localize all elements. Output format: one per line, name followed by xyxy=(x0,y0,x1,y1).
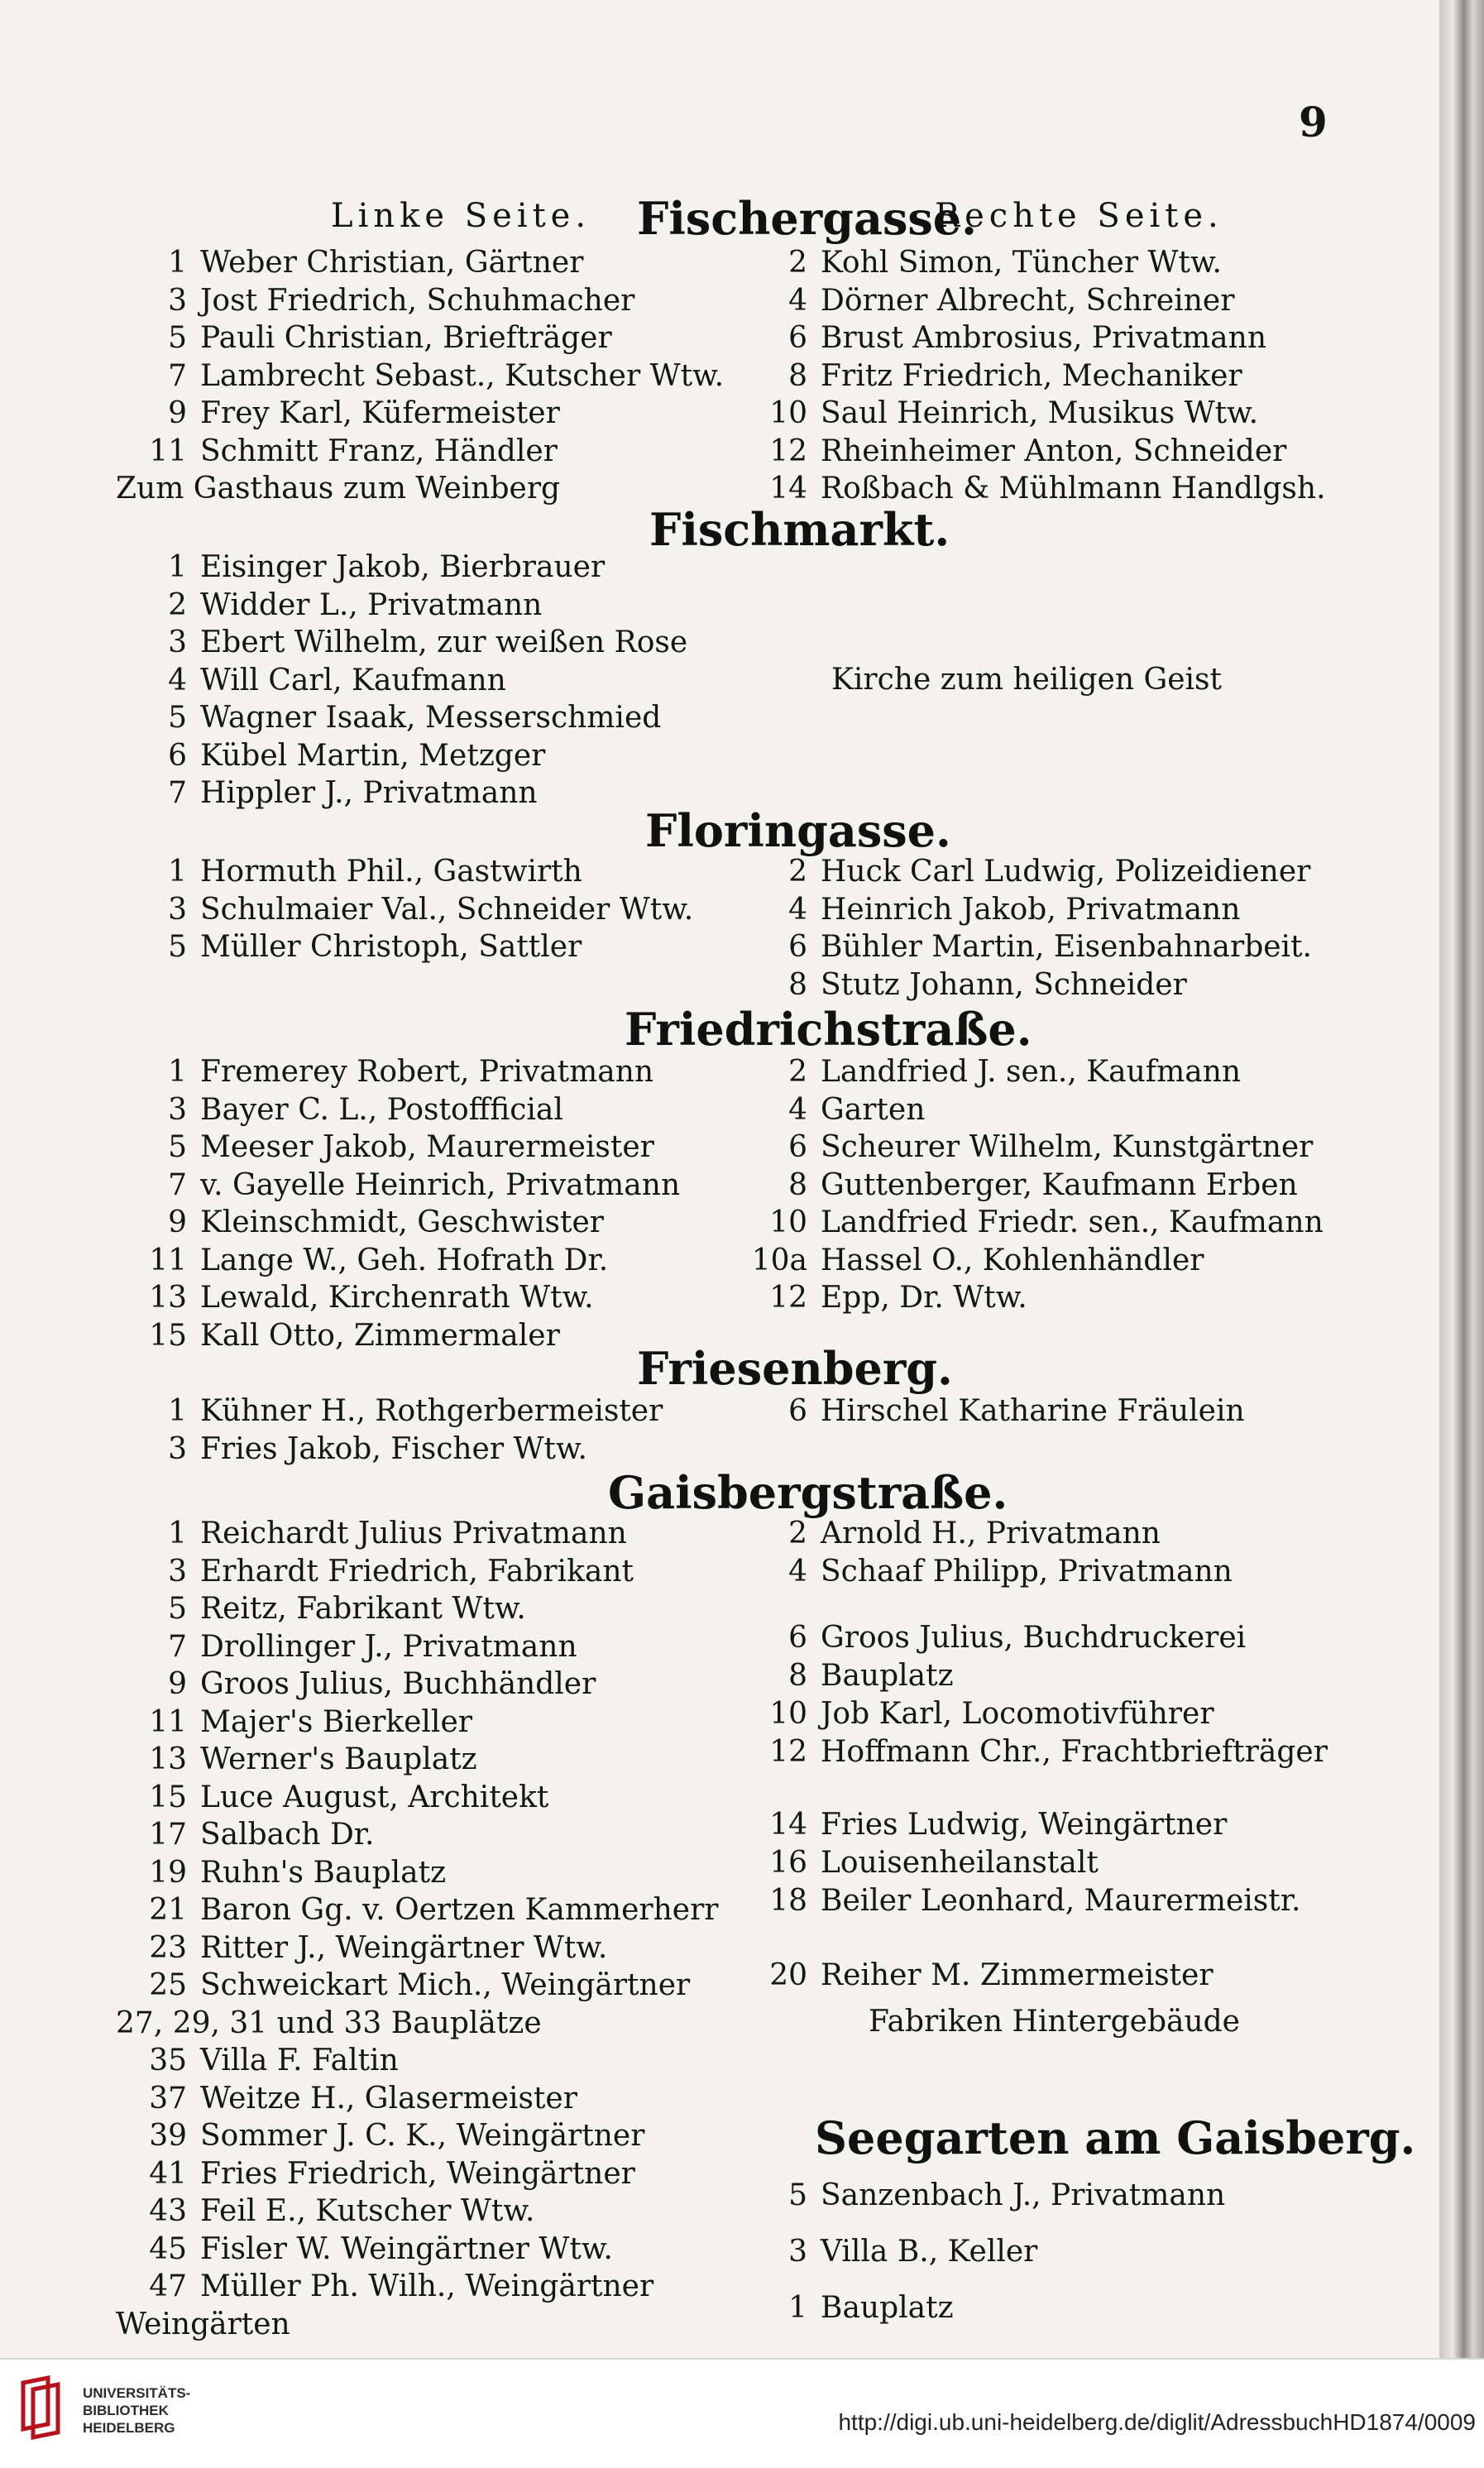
house-number: 6 xyxy=(788,930,807,964)
house-number: 9 xyxy=(168,396,187,430)
resident-name: Schaaf Philipp, Privatmann xyxy=(821,1555,1233,1589)
house-number: 4 xyxy=(788,892,807,927)
page-edge xyxy=(1439,0,1484,2358)
directory-entry xyxy=(124,1318,560,1354)
directory-entry xyxy=(744,1696,1214,1732)
source-url-link[interactable]: http://digi.ub.uni-heidelberg.de/diglit/AdressbuchHD1874/0009 xyxy=(838,2409,1476,2435)
house-number: 19 xyxy=(149,1855,187,1890)
street-heading-friedrichstrasse: Friedrichstraße. xyxy=(625,1003,1032,1056)
house-number: 7 xyxy=(168,776,187,810)
resident-name: Weitze H., Glasermeister xyxy=(200,2081,577,2116)
directory-entry xyxy=(124,1431,587,1468)
house-number: 13 xyxy=(149,1742,187,1776)
house-number: 1 xyxy=(788,2291,807,2325)
house-number: 5 xyxy=(788,2178,807,2212)
house-number: 9 xyxy=(168,1205,187,1239)
resident-name: Fries Jakob, Fischer Wtw. xyxy=(200,1431,587,1466)
house-number: 3 xyxy=(168,892,187,927)
house-number: 35 xyxy=(149,2044,187,2077)
directory-entry xyxy=(744,1845,1099,1881)
directory-entry xyxy=(744,2178,1225,2214)
house-number: 23 xyxy=(149,1930,187,1965)
directory-entry xyxy=(124,2269,653,2305)
resident-name: Dörner Albrecht, Schreiner xyxy=(821,283,1235,318)
house-number: 47 xyxy=(149,2269,187,2303)
house-number: 5 xyxy=(168,1592,187,1626)
directory-entry xyxy=(744,1958,1214,1994)
house-number: 20 xyxy=(769,1958,807,1992)
house-number: 11 xyxy=(149,1243,187,1277)
resident-name: Ebert Wilhelm, zur weißen Rose xyxy=(200,625,688,659)
resident-name: Hippler J., Privatmann xyxy=(200,776,538,810)
resident-name: Groos Julius, Buchdruckerei xyxy=(821,1621,1247,1655)
directory-entry xyxy=(744,1658,954,1694)
directory-entry xyxy=(744,1734,1328,1771)
resident-name: Majer's Bierkeller xyxy=(200,1704,472,1739)
resident-name: Kall Otto, Zimmermaler xyxy=(200,1318,560,1353)
house-number: 4 xyxy=(788,1555,807,1589)
directory-entry xyxy=(744,1167,1298,1204)
directory-entry xyxy=(744,395,1258,432)
resident-name: Schweickart Mich., Weingärtner xyxy=(200,1968,691,2002)
house-number: 1 xyxy=(168,550,187,584)
directory-entry xyxy=(124,1516,627,1552)
resident-name: Guttenberger, Kaufmann Erben xyxy=(821,1167,1298,1202)
house-number: 17 xyxy=(149,1818,187,1852)
directory-entry xyxy=(124,1666,596,1703)
resident-name: Stutz Johann, Schneider xyxy=(821,967,1187,1002)
house-number: 9 xyxy=(168,1667,187,1701)
house-number: 39 xyxy=(149,2119,187,2153)
house-number: 15 xyxy=(149,1318,187,1353)
directory-entry xyxy=(124,1054,653,1090)
directory-entry xyxy=(744,434,1286,470)
house-number: 3 xyxy=(788,2235,807,2269)
resident-name: Garten xyxy=(821,1092,926,1127)
directory-entry xyxy=(124,1243,608,1279)
house-number: 11 xyxy=(149,1704,187,1739)
directory-entry xyxy=(744,1280,1027,1316)
directory-entry xyxy=(124,1554,634,1590)
directory-entry xyxy=(124,625,687,661)
house-number: 2 xyxy=(788,1517,807,1550)
directory-entry xyxy=(124,320,612,357)
house-number: 5 xyxy=(168,701,187,735)
house-number: 45 xyxy=(149,2231,187,2266)
directory-entry xyxy=(124,1280,594,1316)
directory-entry xyxy=(124,700,661,736)
resident-name: Salbach Dr. xyxy=(200,1818,375,1852)
resident-name: Reiher M. Zimmermeister xyxy=(821,1958,1214,1992)
directory-entry xyxy=(744,2234,1037,2270)
house-number: 10 xyxy=(769,396,807,430)
house-number: 10 xyxy=(769,1205,807,1239)
directory-entry xyxy=(744,1129,1313,1166)
resident-name: Ritter J., Weingärtner Wtw. xyxy=(200,1930,608,1965)
street-heading-friesenberg: Friesenberg. xyxy=(637,1342,953,1395)
resident-name: Schulmaier Val., Schneider Wtw. xyxy=(200,892,694,927)
resident-name: Jost Friedrich, Schuhmacher xyxy=(200,283,635,318)
resident-name: Fisler W. Weingärtner Wtw. xyxy=(200,2231,613,2266)
resident-name: Job Karl, Locomotivführer xyxy=(821,1697,1214,1731)
house-number: 5 xyxy=(168,1130,187,1164)
library-logo-icon xyxy=(15,2375,68,2441)
house-number: 14 xyxy=(769,472,807,506)
house-number: 4 xyxy=(788,283,807,318)
directory-entry xyxy=(744,1807,1227,1843)
house-number: 3 xyxy=(168,1554,187,1589)
house-number: 41 xyxy=(149,2156,187,2191)
directory-entry xyxy=(124,854,582,890)
house-number: 4 xyxy=(788,1092,807,1127)
house-number: 2 xyxy=(788,855,807,889)
directory-entry xyxy=(124,1092,563,1129)
directory-entry xyxy=(744,1554,1233,1590)
directory-entry xyxy=(744,1393,1245,1430)
church-note: Kirche zum heiligen Geist xyxy=(831,663,1222,697)
resident-name: v. Gayelle Heinrich, Privatmann xyxy=(200,1167,681,1202)
house-number: 18 xyxy=(769,1884,807,1918)
house-number: 3 xyxy=(168,1092,187,1127)
house-number: 11 xyxy=(149,434,187,468)
directory-entry xyxy=(124,549,605,586)
house-number: 7 xyxy=(168,1167,187,1202)
directory-entry xyxy=(124,1817,375,1853)
resident-name: Schmitt Franz, Händler xyxy=(200,434,558,468)
directory-entry xyxy=(124,1629,577,1665)
resident-name: Beiler Leonhard, Maurermeistr. xyxy=(821,1884,1301,1918)
house-number: 8 xyxy=(788,1659,807,1693)
street-heading-fischmarkt: Fischmarkt. xyxy=(649,503,950,556)
directory-entry xyxy=(124,663,506,699)
directory-entry xyxy=(124,283,634,319)
house-number: 13 xyxy=(149,1281,187,1315)
resident-name: Widder L., Privatmann xyxy=(200,587,543,622)
house-number: 8 xyxy=(788,358,807,393)
directory-entry xyxy=(124,1205,604,1241)
resident-name: Landfried Friedr. sen., Kaufmann xyxy=(821,1205,1324,1239)
house-number: 12 xyxy=(769,434,807,468)
resident-name: Ruhn's Bauplatz xyxy=(200,1855,447,1890)
house-number: 5 xyxy=(168,321,187,355)
directory-entry xyxy=(124,929,582,966)
logo-line-1: UNIVERSITÄTS- xyxy=(83,2385,191,2401)
house-number: 37 xyxy=(149,2081,187,2116)
house-number: 6 xyxy=(788,321,807,355)
resident-name: Weingärten xyxy=(116,2307,290,2341)
directory-entry xyxy=(124,1780,548,1816)
resident-name: Feil E., Kutscher Wtw. xyxy=(200,2194,535,2228)
directory-entry xyxy=(124,1855,446,1891)
house-number: 2 xyxy=(168,587,187,622)
directory-entry xyxy=(744,1620,1246,1656)
resident-name: Heinrich Jakob, Privatmann xyxy=(821,892,1241,927)
directory-entry xyxy=(124,2043,399,2079)
resident-name: Groos Julius, Buchhändler xyxy=(200,1667,596,1701)
resident-name: Kübel Martin, Metzger xyxy=(200,738,546,773)
directory-entry xyxy=(116,471,560,507)
street-heading-gaisbergstrasse: Gaisbergstraße. xyxy=(608,1466,1008,1519)
resident-name: Kleinschmidt, Geschwister xyxy=(200,1205,604,1239)
directory-entry xyxy=(116,2006,542,2042)
resident-name: Landfried J. sen., Kaufmann xyxy=(821,1055,1242,1089)
directory-entry xyxy=(124,1591,526,1627)
directory-entry xyxy=(124,892,693,928)
resident-name: Wagner Isaak, Messerschmied xyxy=(200,701,662,735)
resident-name: Will Carl, Kaufmann xyxy=(200,663,506,697)
house-number: 6 xyxy=(788,1394,807,1428)
library-logo-text xyxy=(83,2384,190,2437)
directory-entry xyxy=(744,892,1240,928)
directory-entry xyxy=(124,1129,654,1166)
directory-entry xyxy=(744,245,1222,281)
directory-entry xyxy=(744,1054,1241,1090)
resident-name: Meeser Jakob, Maurermeister xyxy=(200,1130,654,1164)
resident-name: Hirschel Katharine Fräulein xyxy=(821,1394,1245,1428)
house-number: 6 xyxy=(788,1621,807,1655)
resident-name: Sommer J. C. K., Weingärtner xyxy=(200,2119,645,2153)
resident-name: Roßbach & Mühlmann Handlgsh. xyxy=(821,472,1326,506)
resident-name: Werner's Bauplatz xyxy=(200,1742,477,1776)
resident-name: Bühler Martin, Eisenbahnarbeit. xyxy=(821,930,1312,964)
resident-name: Luce August, Architekt xyxy=(200,1780,549,1814)
directory-entry xyxy=(124,358,724,395)
directory-entry xyxy=(744,1243,1204,1279)
house-number: 4 xyxy=(168,663,187,697)
house-number: 2 xyxy=(788,1055,807,1089)
house-number: 43 xyxy=(149,2194,187,2228)
house-number: 1 xyxy=(168,855,187,889)
house-number: 8 xyxy=(788,967,807,1002)
directory-entry xyxy=(744,1205,1324,1241)
resident-name: Hormuth Phil., Gastwirth xyxy=(200,855,582,889)
directory-entry xyxy=(124,395,560,432)
resident-name: Drollinger J., Privatmann xyxy=(200,1629,577,1664)
directory-entry xyxy=(124,1930,607,1967)
house-number: 10 xyxy=(769,1697,807,1731)
house-number: 14 xyxy=(769,1808,807,1842)
directory-entry xyxy=(744,1092,925,1129)
directory-entry xyxy=(124,1167,680,1204)
directory-entry xyxy=(124,775,538,812)
resident-name: Weber Christian, Gärtner xyxy=(200,246,584,280)
resident-name: Bauplatz xyxy=(821,1659,954,1693)
house-number: 6 xyxy=(168,738,187,773)
logo-line-3: HEIDELBERG xyxy=(83,2420,175,2436)
resident-name: Reichardt Julius Privatmann xyxy=(200,1517,627,1550)
resident-name: Saul Heinrich, Musikus Wtw. xyxy=(821,396,1259,430)
resident-name: Bauplatz xyxy=(821,2291,954,2325)
resident-name: Eisinger Jakob, Bierbrauer xyxy=(200,550,606,584)
directory-entry xyxy=(124,2193,534,2230)
directory-entry xyxy=(124,434,558,470)
directory-entry xyxy=(124,738,545,774)
resident-name: Villa F. Faltin xyxy=(200,2044,399,2077)
resident-name: Villa B., Keller xyxy=(821,2235,1038,2269)
directory-entry xyxy=(869,2004,1240,2040)
directory-entry xyxy=(124,1704,472,1741)
resident-name: 27, 29, 31 und 33 Bauplätze xyxy=(116,2006,542,2040)
resident-name: Epp, Dr. Wtw. xyxy=(821,1281,1027,1315)
house-number: 8 xyxy=(788,1167,807,1202)
resident-name: Arnold H., Privatmann xyxy=(821,1517,1161,1550)
resident-name: Pauli Christian, Briefträger xyxy=(200,321,612,355)
directory-entry xyxy=(124,2081,577,2117)
resident-name: Fries Ludwig, Weingärtner xyxy=(821,1808,1228,1842)
house-number: 7 xyxy=(168,358,187,393)
directory-entry xyxy=(744,1516,1161,1552)
directory-entry xyxy=(124,2156,635,2192)
resident-name: Bayer C. L., Postoffficial xyxy=(200,1092,563,1127)
resident-name: Frey Karl, Küfermeister xyxy=(200,396,560,430)
house-number: 1 xyxy=(168,1394,187,1428)
house-number: 2 xyxy=(788,246,807,280)
directory-entry xyxy=(744,1883,1300,1919)
house-number: 21 xyxy=(149,1893,187,1927)
resident-name: Sanzenbach J., Privatmann xyxy=(821,2178,1226,2212)
street-heading-seegarten: Seegarten am Gaisberg. xyxy=(815,2111,1416,2164)
resident-name: Lange W., Geh. Hofrath Dr. xyxy=(200,1243,609,1277)
house-number: 15 xyxy=(149,1780,187,1814)
house-number: 3 xyxy=(168,625,187,659)
directory-entry xyxy=(744,320,1266,357)
resident-name: Hassel O., Kohlenhändler xyxy=(821,1243,1204,1277)
directory-entry xyxy=(744,967,1187,1004)
street-heading-fischergasse: Fischergasse. xyxy=(637,192,977,245)
resident-name: Hoffmann Chr., Frachtbriefträger xyxy=(821,1735,1328,1769)
resident-name: Lewald, Kirchenrath Wtw. xyxy=(200,1281,594,1315)
resident-name: Erhardt Friedrich, Fabrikant xyxy=(200,1554,634,1589)
directory-entry xyxy=(744,2290,954,2327)
resident-name: Fritz Friedrich, Mechaniker xyxy=(821,358,1242,393)
resident-name: Müller Ph. Wilh., Weingärtner xyxy=(200,2269,654,2303)
resident-name: Müller Christoph, Sattler xyxy=(200,930,582,964)
resident-name: Kühner H., Rothgerbermeister xyxy=(200,1394,663,1428)
resident-name: Louisenheilanstalt xyxy=(821,1846,1099,1880)
house-number: 1 xyxy=(168,1055,187,1089)
directory-entry xyxy=(744,929,1312,966)
resident-name: Kohl Simon, Tüncher Wtw. xyxy=(821,246,1222,280)
page-number: 9 xyxy=(1299,98,1328,146)
house-number: 7 xyxy=(168,1629,187,1664)
house-number: 5 xyxy=(168,930,187,964)
directory-entry xyxy=(744,358,1242,395)
directory-entry xyxy=(744,283,1234,319)
directory-entry xyxy=(124,1967,690,2004)
resident-name: Reitz, Fabrikant Wtw. xyxy=(200,1592,526,1626)
directory-entry xyxy=(124,245,583,281)
resident-name: Fries Friedrich, Weingärtner xyxy=(200,2156,635,2191)
resident-name: Brust Ambrosius, Privatmann xyxy=(821,321,1267,355)
house-number: 25 xyxy=(149,1968,187,2002)
house-number: 12 xyxy=(769,1735,807,1769)
logo-line-2: BIBLIOTHEK xyxy=(83,2403,169,2418)
directory-entry xyxy=(124,1892,719,1929)
directory-entry xyxy=(124,2231,613,2268)
resident-name: Fremerey Robert, Privatmann xyxy=(200,1055,654,1089)
column-header-right: Rechte Seite. xyxy=(935,197,1223,235)
resident-name: Lambrecht Sebast., Kutscher Wtw. xyxy=(200,358,725,393)
house-number: 1 xyxy=(168,1517,187,1550)
resident-name: Fabriken Hintergebäude xyxy=(869,2005,1240,2039)
house-number: 3 xyxy=(168,1431,187,1466)
resident-name: Zum Gasthaus zum Weinberg xyxy=(116,472,561,506)
house-number: 3 xyxy=(168,283,187,318)
house-number: 10a xyxy=(751,1243,807,1277)
directory-entry xyxy=(124,1393,663,1430)
resident-name: Scheurer Wilhelm, Kunstgärtner xyxy=(821,1130,1314,1164)
directory-entry xyxy=(744,854,1310,890)
house-number: 1 xyxy=(168,246,187,280)
directory-entry xyxy=(124,587,542,624)
directory-entry xyxy=(744,471,1326,507)
directory-entry xyxy=(124,1742,477,1778)
house-number: 6 xyxy=(788,1130,807,1164)
street-heading-floringasse: Floringasse. xyxy=(645,804,951,857)
house-number: 12 xyxy=(769,1281,807,1315)
house-number: 16 xyxy=(769,1846,807,1880)
directory-entry xyxy=(116,2307,290,2343)
resident-name: Rheinheimer Anton, Schneider xyxy=(821,434,1287,468)
resident-name: Baron Gg. v. Oertzen Kammerherr xyxy=(200,1893,719,1927)
column-header-left: Linke Seite. xyxy=(331,197,591,235)
directory-entry xyxy=(124,2118,644,2154)
resident-name: Huck Carl Ludwig, Polizeidiener xyxy=(821,855,1311,889)
